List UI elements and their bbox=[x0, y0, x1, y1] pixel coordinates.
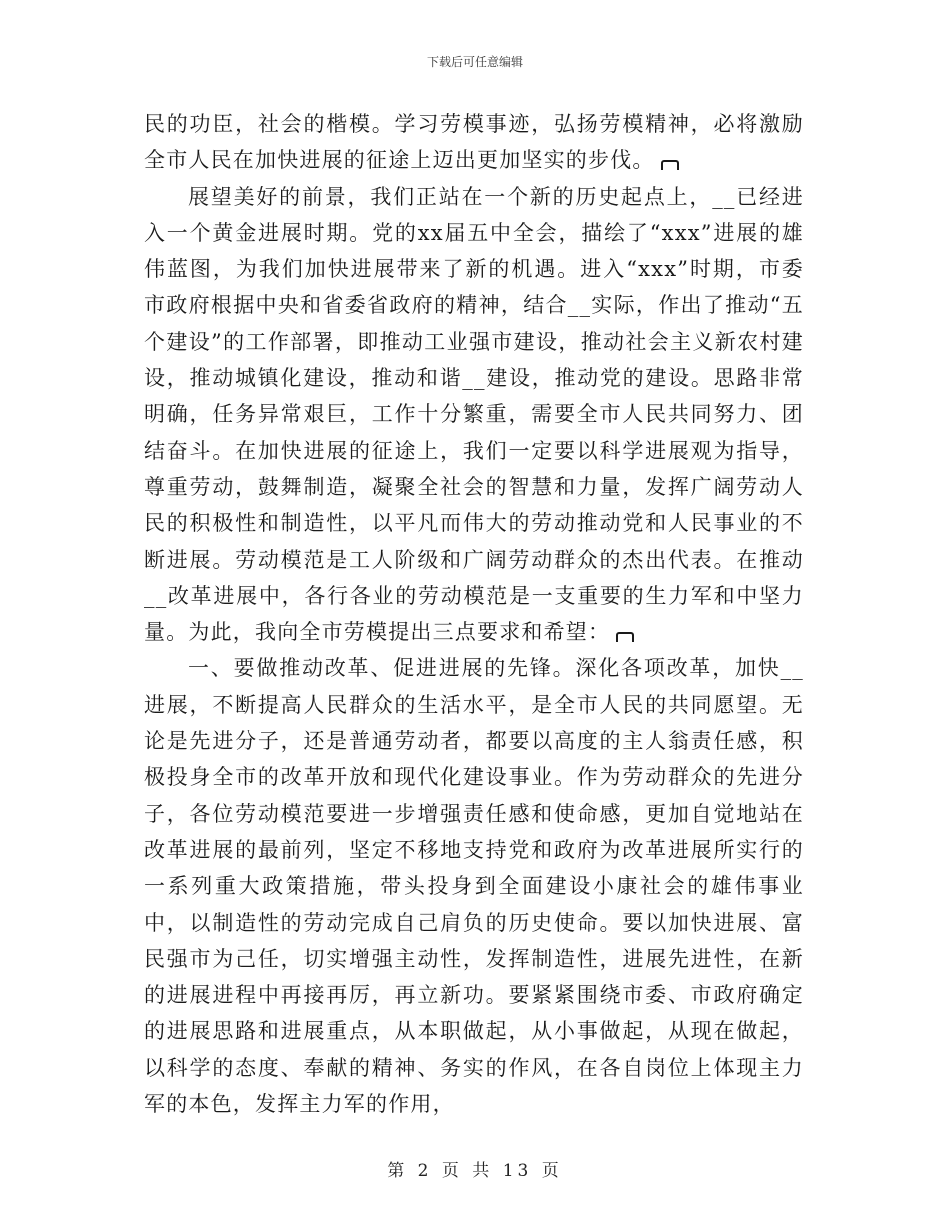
paragraph-3-text: 一、要做推动改革、促进进展的先锋。深化各项改革，加快__进展，不断提高人民群众的生活水平，是全市人民的共同愿望。无论是先进分子，还是普通劳动者，都要以高度的主人翁责任感，积极投身全市的改革开放和现代化建设事业。作为劳动群众的先进分子，各位劳动模范要进一步增强责任感和使命感，更加自觉地站在改革进展的最前列，坚定不移地支持党和政府为改革进展所实行的一系列重大政策措施，带头投身到全面建设小康社会的雄伟事业中，以制造性的劳动完成自己肩负的历史使命。要以加快进展、富民强市为己任，切实增强主动性，发挥制造性，进展先进性，在新的进展进程中再接再厉，再立新功。要紧紧围绕市委、市政府确定的进展思路和进展重点，从本职做起，从小事做起，从现在做起，以科学的态度、奉献的精神、务实的作风，在各自岗位上体现主力军的本色，发挥主力军的作用， bbox=[144, 656, 804, 1117]
paragraph-end-mark-icon bbox=[616, 632, 634, 642]
paragraph-1 bbox=[144, 106, 804, 179]
paragraph-2-text: 展望美好的前景，我们正站在一个新的历史起点上，__已经进入一个黄金进展时期。党的xx届五中全会，描绘了“xxx”进展的雄伟蓝图，为我们加快进展带来了新的机遇。进入“xxx”时期，市委市政府根据中央和省委省政府的精神，结合__实际，作出了推动“五个建设”的工作部署，即推动工业强市建设，推动社会主义新农村建设，推动城镇化建设，推动和谐__建设，推动党的建设。思路非常明确，任务异常艰巨，工作十分繁重，需要全市人民共同努力、团结奋斗。在加快进展的征途上，我们一定要以科学进展观为指导，尊重劳动，鼓舞制造，凝聚全社会的智慧和力量，发挥广阔劳动人民的积极性和制造性，以平凡而伟大的劳动推动党和人民事业的不断进展。劳动模范是工人阶级和广阔劳动群众的杰出代表。在推动__改革进展中，各行各业的劳动模范是一支重要的生力军和中坚力量。为此，我向全市劳模提出三点要求和希望： bbox=[144, 184, 804, 645]
page-header-note: 下载后可任意编辑 bbox=[426, 55, 523, 69]
document-body bbox=[144, 106, 804, 1122]
paragraph-1-text: 民的功臣，社会的楷模。学习劳模事迹，弘扬劳模精神，必将激励全市人民在加快进展的征途上迈出更加坚实的步伐。 bbox=[144, 112, 804, 173]
paragraph-end-mark-icon bbox=[661, 160, 679, 170]
page-number-footer: 第 2 页 共 13 页 bbox=[387, 1161, 563, 1181]
paragraph-2 bbox=[144, 179, 804, 651]
paragraph-3 bbox=[144, 650, 804, 1122]
